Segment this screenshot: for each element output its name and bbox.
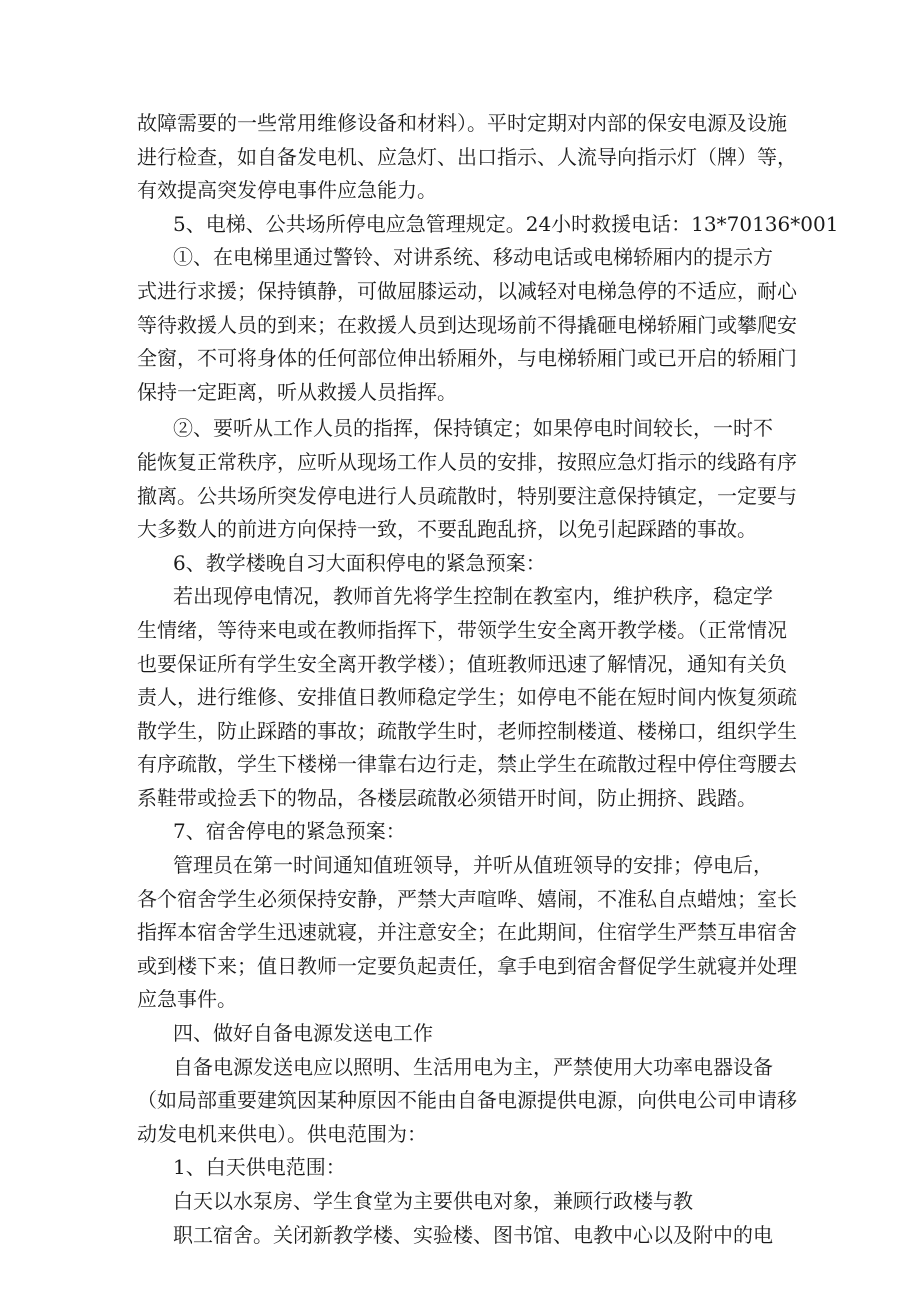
paragraph-line: 系鞋带或捡丢下的物品，各楼层疏散必须错开时间，防止拥挤、践踏。 [137,785,757,810]
paragraph-line: 自备电源发送电应以照明、生活用电为主，严禁使用大功率电器设备 [173,1054,773,1079]
paragraph-line: 指挥本宿舍学生迅速就寝，并注意安全；在此期间，住宿学生严禁互串宿舍 [137,920,797,945]
paragraph-line: 散学生，防止踩踏的事故；疏散学生时，老师控制楼道、楼梯口，组织学生 [137,718,797,743]
paragraph-line: 故障需要的一些常用维修设备和材料）。平时定期对内部的保安电源及设施 [137,111,787,135]
paragraph-line: （如局部重要建筑因某种原因不能由自备电源提供电源，向供电公司申请移 [137,1088,797,1113]
paragraph-line: 管理员在第一时间通知值班领导，并听从值班领导的安排；停电后， [173,853,773,878]
paragraph-line: 大多数人的前进方向保持一致，不要乱跑乱挤，以免引起踩踏的事故。 [137,517,757,542]
paragraph-line: 进行检查，如自备发电机、应急灯、出口指示、人流导向指示灯（牌）等， [137,144,797,169]
paragraph-line: 保持一定距离，听从救援人员指挥。 [137,379,457,404]
paragraph-line: 应急事件。 [137,987,237,1012]
section-heading-dormitory: 7、宿舍停电的紧急预案： [173,819,406,844]
paragraph-line: 撤离。公共场所突发停电进行人员疏散时，特别要注意保持镇定，一定要与 [137,483,797,508]
paragraph-line: 有序疏散，学生下楼梯一律靠右边行走，禁止学生在疏散过程中停住弯腰去 [137,752,797,777]
paragraph-line: 有效提高突发停电事件应急能力。 [137,178,437,203]
paragraph-line: 或到楼下来；值日教师一定要负起责任，拿手电到宿舍督促学生就寝并处理 [137,953,797,978]
section-heading-backup-power: 四、做好自备电源发送电工作 [173,1021,433,1046]
paragraph-line: 职工宿舍。关闭新教学楼、实验楼、图书馆、电教中心以及附中的电 [173,1222,773,1247]
paragraph-line: 动发电机来供电）。供电范围为： [137,1121,427,1146]
paragraph-line: 各个宿舍学生必须保持安静，严禁大声喧哗、嬉闹，不准私自点蜡烛；室长 [137,886,797,911]
paragraph-line: 若出现停电情况，教师首先将学生控制在教室内，维护秩序，稳定学 [173,584,773,609]
paragraph-line: 能恢复正常秩序，应听从现场工作人员的安排，按照应急灯指示的线路有序 [137,449,797,474]
section-heading-daytime-supply: 1、白天供电范围： [173,1155,346,1180]
paragraph-line: 等待救援人员的到来；在救援人员到达现场前不得撬砸电梯轿厢门或攀爬安 [137,312,797,337]
paragraph-line: 也要保证所有学生安全离开教学楼）；值班教师迅速了解情况，通知有关负 [137,651,787,676]
paragraph-line: 生情绪，等待来电或在教师指挥下，带领学生安全离开教学楼。（正常情况 [137,617,787,642]
section-heading-classroom: 6、教学楼晚自习大面积停电的紧急预案： [173,550,546,575]
paragraph-line: 全窗，不可将身体的任何部位伸出轿厢外，与电梯轿厢门或已开启的轿厢门 [137,346,797,371]
paragraph-line: 式进行求援；保持镇静，可做屈膝运动，以减轻对电梯急停的不适应，耐心 [137,278,797,303]
paragraph-line: 责人，进行维修、安排值日教师稳定学生；如停电不能在短时间内恢复须疏 [137,685,797,710]
document-body [137,107,839,1252]
paragraph-line: ①、在电梯里通过警铃、对讲系统、移动电话或电梯轿厢内的提示方 [173,245,773,270]
paragraph-line: 白天以水泵房、学生食堂为主要供电对象，兼顾行政楼与教 [173,1189,693,1213]
paragraph-line: ②、要听从工作人员的指挥，保持镇定；如果停电时间较长，一时不 [173,416,773,441]
section-heading-elevator: 5、电梯、公共场所停电应急管理规定。24小时救援电话：13*70136*001 [173,211,839,236]
